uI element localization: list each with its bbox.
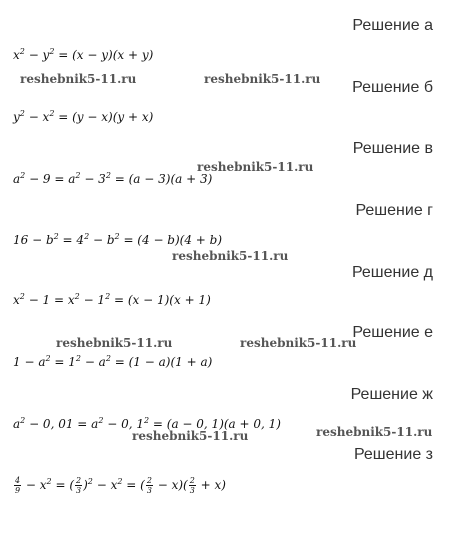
watermark: reshebnik5-11.ru [197,160,314,174]
solution-heading-g: Решение г [355,202,433,219]
solution-heading-zh: Решение ж [350,386,433,403]
formula-a: $x^2 - y^2 = (x - y)(x + y)$ [13,47,154,62]
watermark: reshebnik5-11.ru [240,336,357,350]
formula-v: $a^2 - 9 = a^2 - 3^2 = (a - 3)(a + 3)$ [13,171,213,186]
fraction: $\frac{2}{3}$ [76,476,82,495]
watermark: reshebnik5-11.ru [204,72,321,86]
solution-heading-b: Решение б [352,79,433,96]
fraction: $\frac{2}{3}$ [146,476,152,495]
solution-heading-z: Решение з [353,446,433,463]
formula-d: $x^2 - 1 = x^2 - 1^2 = (x - 1)(x + 1)$ [13,292,211,307]
watermark: reshebnik5-11.ru [56,336,173,350]
watermark: reshebnik5-11.ru [316,425,433,439]
solution-heading-e: Решение е [352,324,433,341]
formula-b: $y^2 - x^2 = (y - x)(y + x)$ [13,109,154,124]
watermark: reshebnik5-11.ru [20,72,137,86]
formula-z: $\frac{4}{9}$ − $x^2$ = ( $\frac{2}{3}$ )$^2 - x^2$ = ( $\frac{2}{3}$ − x)( $\frac{2}{3}$ + x) [15,476,226,495]
fraction: $\frac{2}{3}$ [189,476,195,495]
formula-zh: $a^2 - 0$, $01 = a^2 - 0$, $1^2 = (a - 0$, 1)(a + 0, 1) [13,416,281,431]
solution-heading-a: Решение а [352,17,433,34]
formula-g: $16 - b^2 = 4^2 - b^2 = (4 - b)(4 + b)$ [13,232,223,247]
solution-heading-v: Решение в [352,140,433,157]
watermark: reshebnik5-11.ru [172,249,289,263]
watermark: reshebnik5-11.ru [132,429,249,443]
fraction: $\frac{4}{9}$ [15,476,21,495]
solution-heading-d: Решение д [351,264,433,281]
formula-e: $1 - a^2 = 1^2 - a^2 = (1 - a)(1 + a)$ [13,354,213,369]
